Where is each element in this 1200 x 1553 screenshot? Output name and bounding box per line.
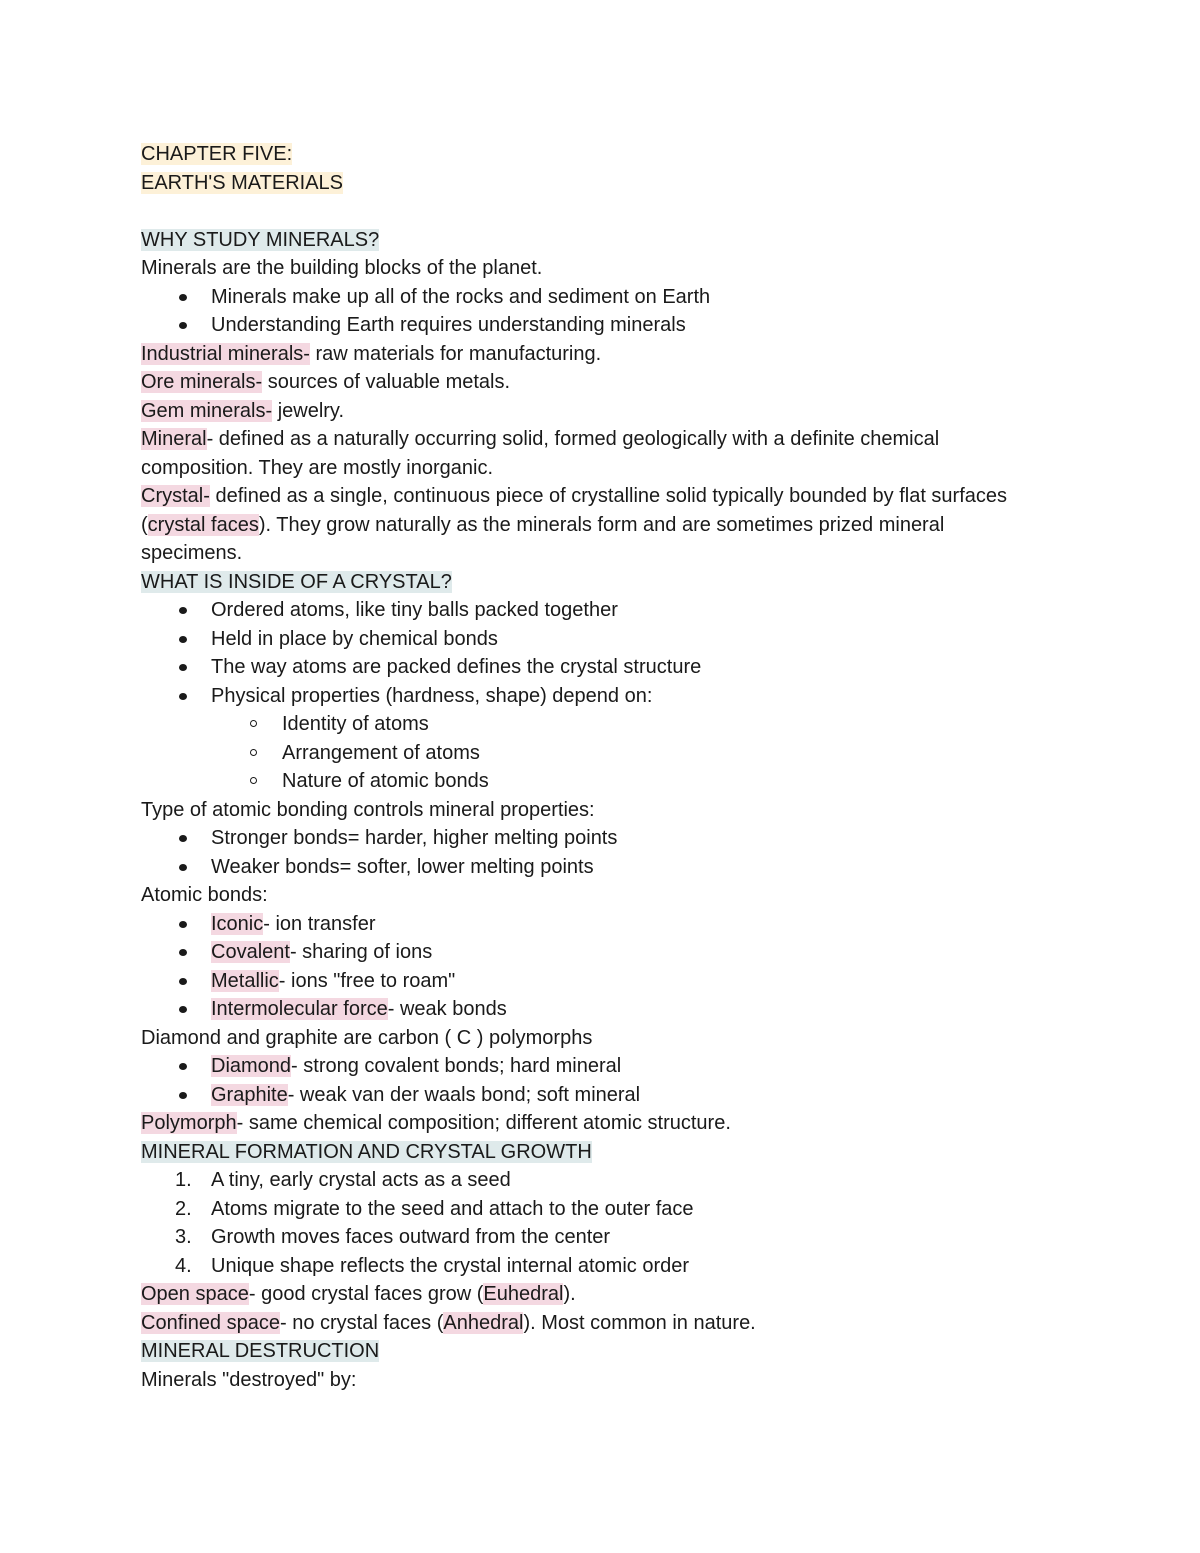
hollow-bullet-icon: [250, 749, 257, 756]
bullet-icon: [179, 1006, 187, 1013]
hollow-bullet-icon: [250, 720, 257, 727]
sub-list-item: Arrangement of atoms: [141, 739, 1050, 768]
bullet-icon: [179, 294, 187, 301]
definition-gem: Gem minerals- jewelry.: [141, 399, 345, 422]
ordered-list-item: 2. Atoms migrate to the seed and attach to the outer face: [175, 1197, 694, 1220]
section-heading-why: WHY STUDY MINERALS?: [141, 228, 380, 251]
section-heading-inside: WHAT IS INSIDE OF A CRYSTAL?: [141, 570, 452, 593]
definition-open-space: Open space- good crystal faces grow (Euhedral).: [141, 1283, 576, 1305]
sub-list-item: Nature of atomic bonds: [141, 767, 1050, 796]
bullet-icon: [179, 607, 187, 614]
ordered-list-item: 1. A tiny, early crystal acts as a seed: [175, 1169, 511, 1191]
definition-industrial: Industrial minerals- raw materials for manufacturing.: [141, 342, 602, 365]
bullet-icon: [179, 322, 187, 329]
list-item: The way atoms are packed defines the crystal structure: [141, 653, 1050, 682]
sub-list-item: Identity of atoms: [141, 710, 1050, 739]
definition-polymorph: Polymorph- same chemical composition; different atomic structure.: [141, 1112, 731, 1134]
blank-line: [141, 197, 1050, 226]
ordered-list-item: 3. Growth moves faces outward from the center: [175, 1226, 611, 1248]
list-item: Ordered atoms, like tiny balls packed together: [141, 596, 1050, 625]
bullet-icon: [179, 1063, 187, 1070]
hollow-bullet-icon: [250, 777, 257, 784]
bullet-icon: [179, 693, 187, 700]
list-item: Metallic- ions "free to roam": [141, 967, 1050, 996]
polymorphs-intro: Diamond and graphite are carbon ( C ) polymorphs: [141, 1026, 593, 1049]
list-item: Stronger bonds= harder, higher melting points: [141, 824, 1050, 853]
definition-ore: Ore minerals- sources of valuable metals.: [141, 371, 511, 393]
bullet-icon: [179, 835, 187, 842]
definition-crystal: Crystal- defined as a single, continuous piece of crystalline solid typically bounded by flat surfaces (crystal faces). They grow naturally as the minerals form and are sometimes prized mineral specimens.: [141, 485, 1008, 564]
list-item: Intermolecular force- weak bonds: [141, 995, 1050, 1024]
bullet-icon: [179, 864, 187, 871]
list-item: Diamond- strong covalent bonds; hard mineral: [141, 1052, 1050, 1081]
bullet-icon: [179, 664, 187, 671]
chapter-number: CHAPTER FIVE:: [141, 143, 293, 165]
definition-confined-space: Confined space- no crystal faces (Anhedral). Most common in nature.: [141, 1311, 756, 1334]
list-item: Physical properties (hardness, shape) depend on:: [141, 682, 1050, 711]
section-heading-destruction: MINERAL DESTRUCTION: [141, 1340, 380, 1362]
bullet-icon: [179, 921, 187, 928]
list-item: Iconic- ion transfer: [141, 910, 1050, 939]
list-item: Minerals make up all of the rocks and sediment on Earth: [141, 283, 1050, 312]
definition-mineral: Mineral- defined as a naturally occurring solid, formed geologically with a definite chemical composition. They are mostly inorganic.: [141, 428, 940, 479]
bullet-icon: [179, 636, 187, 643]
ordered-list-item: 4. Unique shape reflects the crystal internal atomic order: [175, 1254, 690, 1277]
bullet-icon: [179, 949, 187, 956]
chapter-title: EARTH'S MATERIALS: [141, 171, 344, 194]
why-intro: Minerals are the building blocks of the planet.: [141, 257, 543, 279]
section-heading-formation: MINERAL FORMATION AND CRYSTAL GROWTH: [141, 1140, 592, 1163]
bonding-intro: Type of atomic bonding controls mineral properties:: [141, 798, 595, 821]
list-item: Weaker bonds= softer, lower melting points: [141, 853, 1050, 882]
list-item: Understanding Earth requires understanding minerals: [141, 311, 1050, 340]
list-item: Held in place by chemical bonds: [141, 625, 1050, 654]
atomic-bonds-intro: Atomic bonds:: [141, 884, 268, 906]
destruction-intro: Minerals "destroyed" by:: [141, 1368, 357, 1391]
bullet-icon: [179, 978, 187, 985]
bullet-icon: [179, 1092, 187, 1099]
list-item: Covalent- sharing of ions: [141, 938, 1050, 967]
list-item: Graphite- weak van der waals bond; soft mineral: [141, 1081, 1050, 1110]
